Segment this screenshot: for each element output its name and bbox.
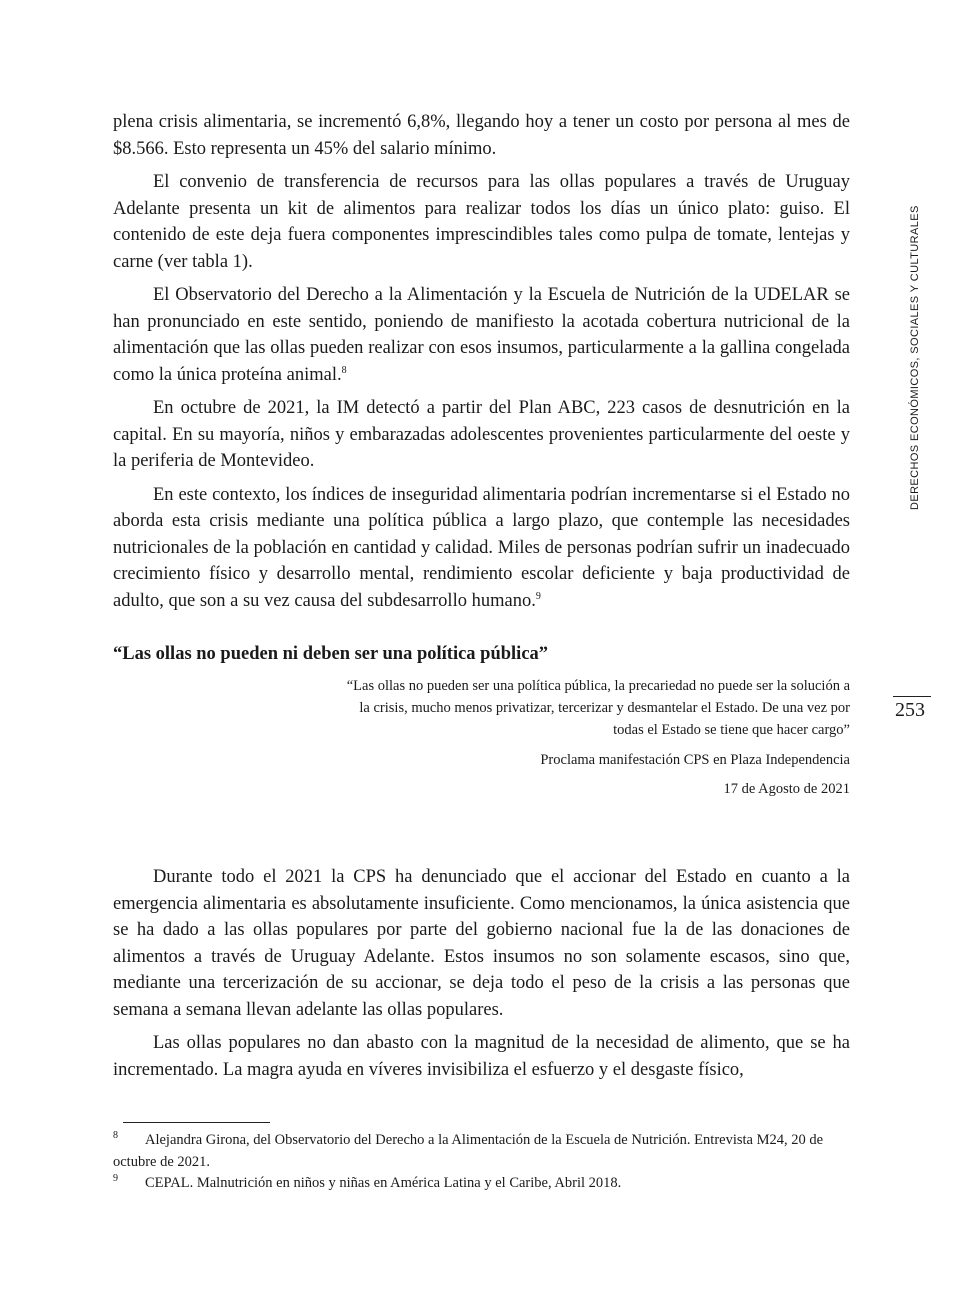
footnote-item: 8 Alejandra Girona, del Observatorio del Derecho a la Alimentación de la Escuela de Nutrición. Entrevista M24, 20 de octubre de 2021. xyxy=(113,1130,824,1170)
footnote-text: CEPAL. Malnutrición en niños y niñas en América Latina y el Caribe, Abril 2018. xyxy=(145,1175,622,1191)
paragraph-7: Las ollas populares no dan abasto con la magnitud de la necesidad de alimento, que se ha incrementado. La magra ayuda en víveres invisibiliza el esfuerzo y el desgaste físico, xyxy=(113,1033,850,1080)
section-heading: “Las ollas no pueden ni deben ser una política pública” xyxy=(113,644,549,664)
epigraph-date: 17 de Agosto de 2021 xyxy=(723,781,850,797)
paragraph-3: El Observatorio del Derecho a la Alimentación y la Escuela de Nutrición de la UDELAR se han pronunciado en este sentido, poniendo de manifiesto la acotada cobertura nutricional de la alimentación que las ollas pueden realizar con esos insumos, particularmente a la gallina congelada como la única proteína animal.$^8$ xyxy=(113,285,850,385)
paragraph-6: Durante todo el 2021 la CPS ha denunciado que el accionar del Estado en cuanto a la emergencia alimentaria es absolutamente insuficiente. Como mencionamos, la única asistencia que se ha dado a las ollas populares por parte del gobierno nacional fue la de las donaciones de alimentos a través de Uruguay Adelante. Estos insumos no son solamente escasos, sino que, mediante una tercerización de su accionar, se deja todo el peso de la crisis a las personas que semana a semana llevan adelante las ollas populares. xyxy=(113,867,850,1020)
paragraph-5: En este contexto, los índices de inseguridad alimentaria podrían incrementarse si el Estado no aborda esta crisis mediante una política pública a largo plazo, que contemple las necesidades nutricionales de la población en cantidad y calidad. Miles de personas podrían sufrir un inadecuado crecimiento físico y desarrollo mental, rendimiento escolar deficiente y baja productividad de adulto, que son a su vez causa del subdesarrollo humano.$^9$ xyxy=(113,484,850,611)
paragraph-1: plena crisis alimentaria, se incrementó 6,8%, llegando hoy a tener un costo por persona al mes de $8.566. Esto representa un 45% del salario mínimo. xyxy=(113,112,850,159)
footnote-reference-8: 8 xyxy=(341,364,347,376)
footnote-separator xyxy=(123,1122,270,1123)
footnotes xyxy=(113,1130,850,1195)
epigraph xyxy=(113,675,850,800)
paragraph-2: El convenio de transferencia de recursos para las ollas populares a través de Uruguay Adelante presenta un kit de alimentos para realizar todos los días un único plato: guiso. El contenido de este deja fuera componentes imprescindibles tales como pulpa de tomate, lentejas y carne (ver tabla 1). xyxy=(113,172,850,272)
running-head-vertical: DERECHOS ECONÓMICOS, SOCIALES Y CULTURALES xyxy=(909,205,921,510)
main-text xyxy=(113,109,850,1083)
page-number-rule xyxy=(893,696,931,697)
paragraph-4: En octubre de 2021, la IM detectó a partir del Plan ABC, 223 casos de desnutrición en la capital. En su mayoría, niños y embarazadas adolescentes provenientes particularmente del oeste y la periferia de Montevideo. xyxy=(113,398,850,471)
footnote-text: Alejandra Girona, del Observatorio del Derecho a la Alimentación de la Escuela de Nutrición. Entrevista M24, 20 de octubre de 2021. xyxy=(113,1132,824,1170)
epigraph-source: Proclama manifestación CPS en Plaza Independencia xyxy=(540,752,850,768)
epigraph-quote: “Las ollas no pueden ser una política pública, la precariedad no puede ser la solución a la crisis, mucho menos privatizar, tercerizar y desmantelar el Estado. De una vez por todas el Estado se tiene que hacer cargo” xyxy=(346,678,850,738)
footnote-item: 9 CEPAL. Malnutrición en niños y niñas en América Latina y el Caribe, Abril 2018. xyxy=(113,1173,622,1191)
page-number: 253 xyxy=(895,699,925,721)
footnote-reference-9: 9 xyxy=(535,590,541,602)
